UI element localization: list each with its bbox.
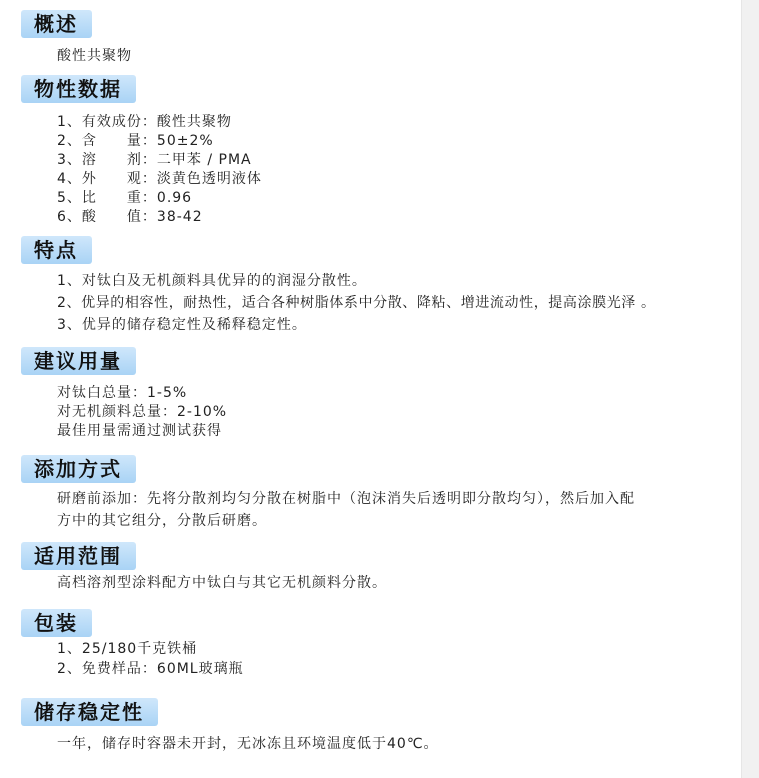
property-row [57,113,232,132]
property-label: 5、比 重： [57,190,157,206]
packaging-item: 1、25/180千克铁桶 [57,641,198,657]
property-row [57,151,252,170]
feature-item: 1、对钛白及无机颜料具优异的的润湿分散性。 [57,273,367,289]
section-heading: 特点 [21,236,92,264]
property-value: 38-42 [156,209,203,225]
packaging-item: 2、免费样品：60ML玻璃瓶 [57,661,244,677]
property-row [57,132,214,151]
scrollbar-track[interactable] [741,0,759,778]
feature-item: 2、优异的相容性，耐热性，适合各种树脂体系中分散、降粘、增进流动性，提高涂膜光泽 。 [57,295,656,311]
property-row [57,170,262,189]
addition-text: 研磨前添加：先将分散剂均匀分散在树脂中（泡沫消失后透明即分散均匀），然后加入配 [57,491,635,507]
section-heading: 建议用量 [21,347,136,375]
section-heading: 概述 [21,10,92,38]
section-heading: 储存稳定性 [21,698,158,726]
application-text: 高档溶剂型涂料配方中钛白与其它无机颜料分散。 [57,575,387,591]
dosage-line: 对钛白总量：1-5% [57,385,188,401]
property-label: 3、溶 剂： [57,152,157,168]
dosage-line: 最佳用量需通过测试获得 [57,423,222,439]
section-heading: 包装 [21,609,92,637]
property-label: 2、含 量： [57,133,157,149]
overview-text: 酸性共聚物 [57,48,132,64]
property-row [57,189,192,208]
addition-text: 方中的其它组分，分散后研磨。 [57,513,267,529]
property-row [57,208,203,227]
dosage-line: 对无机颜料总量：2-10% [57,404,228,420]
property-value: 酸性共聚物 [156,114,232,130]
property-value: 淡黄色透明液体 [156,171,262,187]
property-label: 4、外 观： [57,171,157,187]
property-label: 6、酸 值： [57,209,157,225]
section-heading: 物性数据 [21,75,136,103]
section-heading: 适用范围 [21,542,136,570]
property-label: 1、有效成份： [57,114,157,130]
feature-item: 3、优异的储存稳定性及稀释稳定性。 [57,317,307,333]
storage-text: 一年，储存时容器未开封，无冰冻且环境温度低于40℃。 [57,736,439,752]
property-value: 0.96 [156,190,193,206]
property-value: 50±2% [156,133,214,149]
section-heading: 添加方式 [21,455,136,483]
property-value: 二甲苯 / PMA [156,152,252,168]
